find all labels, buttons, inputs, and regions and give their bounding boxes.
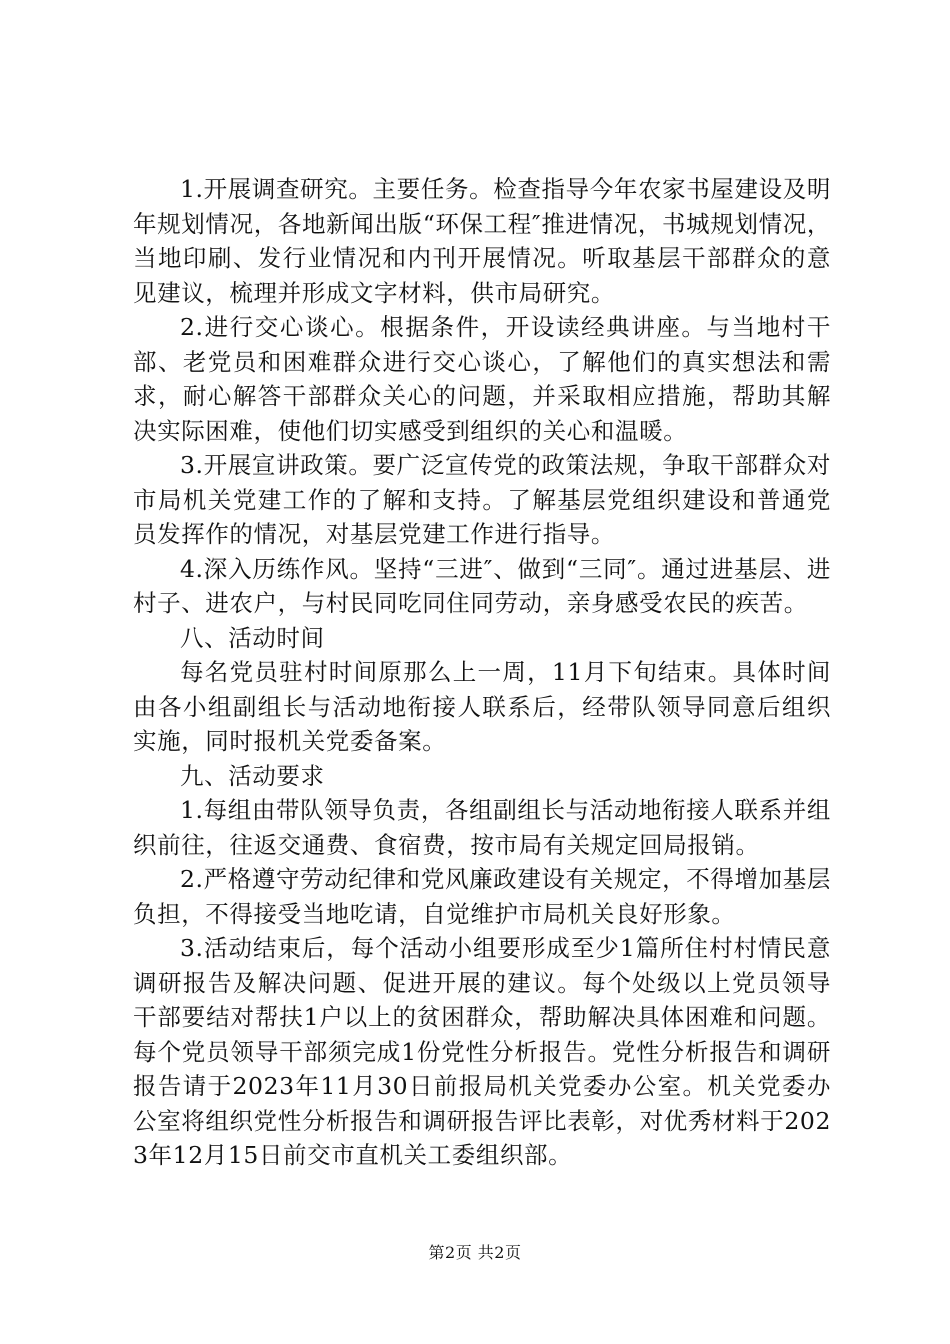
paragraph-task-style: 4.深入历练作风。坚持“三进″、做到“三同″。通过进基层、进村子、进农户，与村民同吃同住同劳动，亲身感受农民的疾苦。 [133,554,831,617]
page-number-label: 第2页 共2页 [428,1243,522,1262]
paragraph-requirement-2: 2.严格遵守劳动纪律和党风廉政建设有关规定，不得增加基层负担，不得接受当地吃请，自觉维护市局机关良好形象。 [133,865,831,928]
paragraph-task-research: 1.开展调查研究。主要任务。检查指导今年农家书屋建设及明年规划情况，各地新闻出版“环保工程″推进情况，书城规划情况，当地印刷、发行业情况和内刊开展情况。听取基层干部群众的意见建议，梳理并形成文字材料，供市局研究。 [133,175,831,307]
paragraph-requirement-3: 3.活动结束后，每个活动小组要形成至少1篇所住村村情民意调研报告及解决问题、促进开展的建议。每个处级以上党员领导干部要结对帮扶1户以上的贫困群众，帮助解决具体困难和问题。每个党员领导干部须完成1份党性分析报告。党性分析报告和调研报告请于2023年11月30日前报局机关党委办公室。机关党委办公室将组织党性分析报告和调研报告评比表彰，对优秀材料于2023年12月15日前交市直机关工委组织部。 [133,934,831,1169]
paragraph-task-heart-talk: 2.进行交心谈心。根据条件，开设读经典讲座。与当地村干部、老党员和困难群众进行交心谈心，了解他们的真实想法和需求，耐心解答干部群众关心的问题，并采取相应措施，帮助其解决实际困难，使他们切实感受到组织的关心和温暖。 [133,313,831,445]
paragraph-task-policy: 3.开展宣讲政策。要广泛宣传党的政策法规，争取干部群众对市局机关党建工作的了解和支持。了解基层党组织建设和普通党员发挥作的情况，对基层党建工作进行指导。 [133,451,831,548]
paragraph-activity-time: 每名党员驻村时间原那么上一周，11月下旬结束。具体时间由各小组副组长与活动地衔接人联系后，经带队领导同意后组织实施，同时报机关党委备案。 [133,658,831,755]
section-heading-activity-time: 八、活动时间 [180,623,325,652]
document-body [133,172,831,1173]
paragraph-requirement-1: 1.每组由带队领导负责，各组副组长与活动地衔接人联系并组织前往，往返交通费、食宿费，按市局有关规定回局报销。 [133,796,831,859]
section-heading-activity-requirements: 九、活动要求 [180,761,325,790]
page-footer [0,1243,950,1263]
